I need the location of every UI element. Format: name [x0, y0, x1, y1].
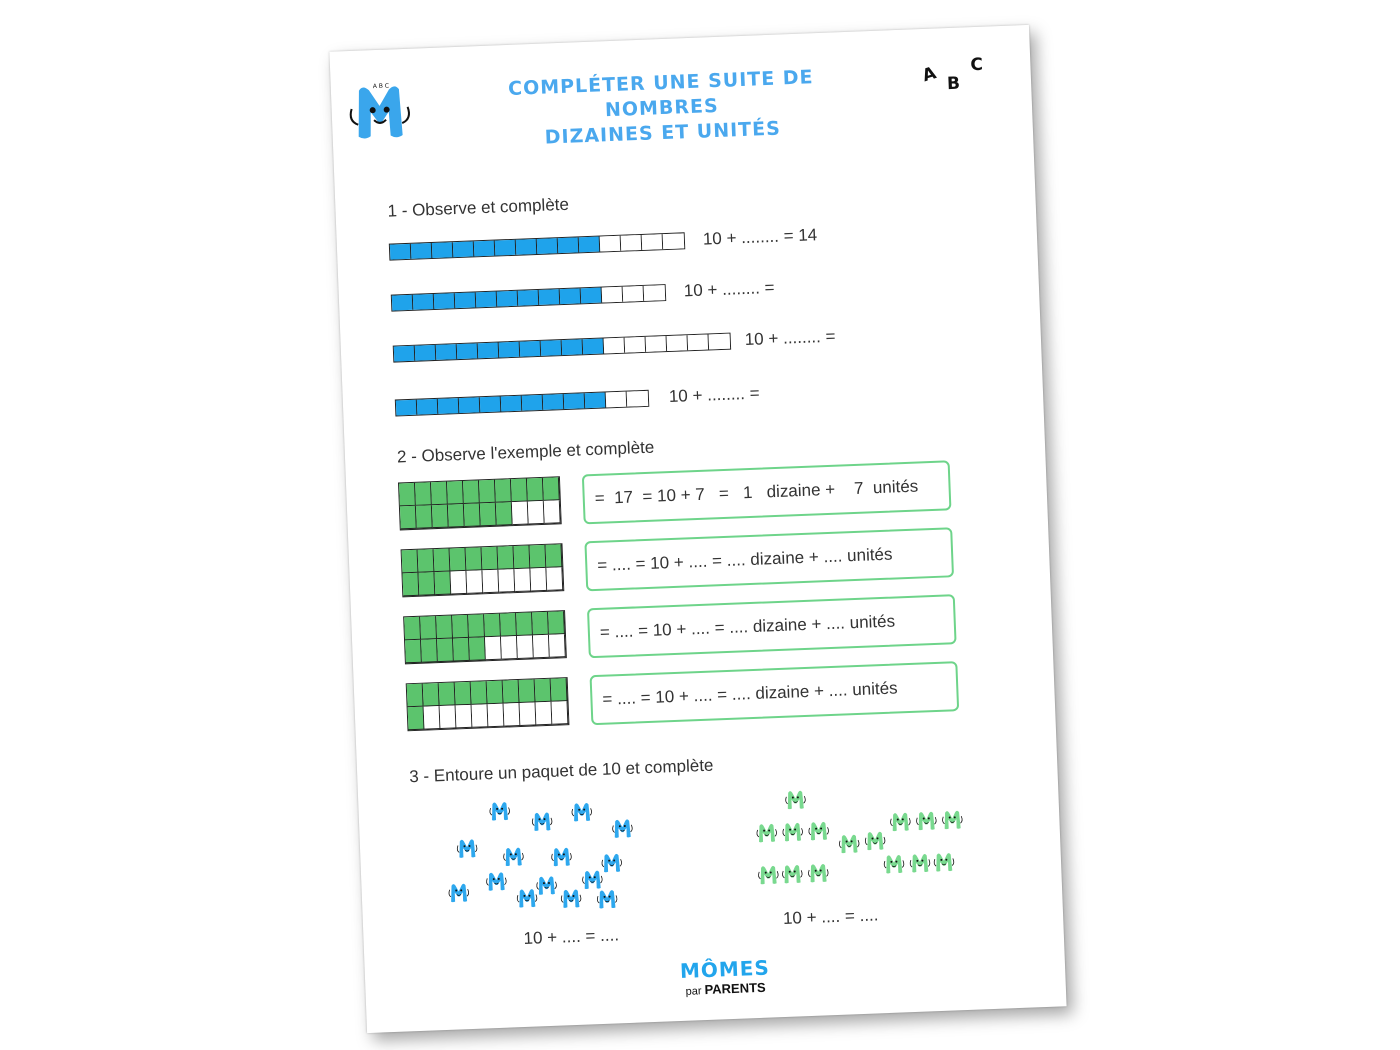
bar-cell-filled	[516, 238, 538, 254]
grid-row-1	[398, 460, 952, 531]
grid-cell-empty	[528, 501, 545, 525]
monster-icon	[570, 798, 593, 823]
grid-cell-filled	[434, 572, 451, 596]
monster-icon	[781, 818, 804, 843]
svg-text:A B C: A B C	[372, 82, 390, 91]
grid-cell-filled	[516, 612, 533, 636]
monster-icon	[531, 808, 554, 833]
bar-equation: 10 + ........ =	[744, 326, 836, 350]
answer-text: = .... = 10 + .... = .... dizaine + .... unités	[596, 544, 893, 575]
bar-cell-filled	[583, 338, 605, 354]
bar-row-2	[391, 278, 775, 313]
grid-cell-filled	[535, 679, 552, 703]
monster-icon	[838, 830, 861, 855]
bar-cell-filled	[539, 289, 561, 305]
bar-cell-empty	[600, 235, 622, 251]
grid-cell-filled	[482, 547, 499, 571]
monster-icon	[447, 879, 470, 904]
bar-cell-filled	[417, 398, 439, 414]
grid-cell-filled	[463, 480, 480, 504]
answer-box	[582, 460, 952, 524]
footer-logo	[679, 956, 770, 998]
bar-row-1	[389, 225, 818, 261]
grid-cell-filled	[543, 477, 560, 501]
monster-icon	[535, 872, 558, 897]
grid-cell-empty	[514, 568, 531, 592]
grid-cell-filled	[471, 681, 488, 705]
worksheet-page	[329, 25, 1066, 1033]
grid-row-2	[401, 527, 955, 598]
letter-c: C	[970, 54, 984, 76]
bar-cell-filled	[438, 398, 460, 414]
answer-text: = .... = 10 + .... = .... dizaine + .... unités	[599, 611, 896, 642]
grid-cell-filled	[498, 546, 515, 570]
grid-cell-filled	[402, 550, 419, 574]
bar-cell-filled	[457, 343, 479, 359]
bar-cell-filled	[413, 293, 435, 309]
bar-row-4	[395, 384, 760, 418]
bar-cell-filled	[537, 238, 559, 254]
bar-cell-filled	[522, 394, 544, 410]
grid-cell-filled	[503, 680, 520, 704]
grid-cell-empty	[504, 703, 521, 727]
bar-cell-filled	[520, 340, 542, 356]
grid-cell-empty	[546, 567, 563, 591]
grid-cell-filled	[466, 547, 483, 571]
grid-cell-filled	[407, 684, 424, 708]
grid-cell-filled	[453, 638, 470, 662]
grid-cell-empty	[456, 705, 473, 729]
monster-icon	[456, 835, 479, 860]
monster-icon	[600, 849, 623, 874]
monster-icon	[908, 849, 931, 874]
grid-cell-filled	[551, 678, 568, 702]
grid-cell-filled	[548, 611, 565, 635]
monster-logo-icon	[345, 79, 417, 144]
grid-cell-filled	[415, 482, 432, 506]
abc-letters	[922, 54, 993, 97]
tens-grid	[398, 476, 562, 530]
bar-cell-empty	[602, 286, 624, 302]
monster-icon	[807, 817, 830, 842]
grid-cell-filled	[479, 480, 496, 504]
grid-cell-empty	[501, 636, 518, 660]
grid-cell-filled	[455, 682, 472, 706]
grid-cell-empty	[424, 706, 441, 730]
grid-cell-filled	[495, 479, 512, 503]
grid-cell-filled	[468, 614, 485, 638]
grid-cell-empty	[482, 570, 499, 594]
bar-cell-filled	[480, 396, 502, 412]
bar-cell-filled	[564, 393, 586, 409]
bar-cell-empty	[709, 333, 731, 349]
bar-cell-empty	[621, 234, 643, 250]
bar-cell-filled	[459, 397, 481, 413]
grid-cell-empty	[450, 571, 467, 595]
bar-cell-filled	[558, 237, 580, 253]
grid-cell-filled	[432, 505, 449, 529]
grid-cell-empty	[440, 705, 457, 729]
worksheet-title	[451, 63, 874, 154]
grid-cell-empty	[544, 500, 561, 524]
grid-cell-empty	[533, 635, 550, 659]
title-line-1: COMPLÉTER UNE SUITE DE NOMBRES	[507, 66, 814, 122]
grid-cell-filled	[431, 482, 448, 506]
monster-icon	[807, 859, 830, 884]
bar-cell-empty	[646, 336, 668, 352]
monster-icon	[596, 885, 619, 910]
grid-cell-filled	[496, 502, 513, 526]
grid-cell-filled	[399, 483, 416, 507]
bar-cell-filled	[501, 395, 523, 411]
grid-cell-filled	[545, 544, 562, 568]
bar-equation: 10 + ........ =	[683, 277, 775, 301]
bar-cell-empty	[663, 233, 685, 249]
monster-icon	[864, 827, 887, 852]
grid-cell-filled	[423, 683, 440, 707]
grid-cell-filled	[487, 681, 504, 705]
grid-cell-empty	[520, 702, 537, 726]
bar-cell-filled	[581, 287, 603, 303]
monster-icon	[781, 860, 804, 885]
bar-cell-filled	[455, 292, 477, 308]
bar-cell-filled	[415, 344, 437, 360]
grid-cell-empty	[530, 568, 547, 592]
bar-cell-filled	[436, 344, 458, 360]
monster-icon	[889, 808, 912, 833]
grid-cell-filled	[448, 504, 465, 528]
number-bar	[393, 332, 731, 362]
grid-cell-filled	[420, 616, 437, 640]
tens-grid	[406, 677, 570, 731]
grid-row-3	[403, 594, 957, 665]
bar-cell-empty	[644, 285, 666, 301]
grid-cell-filled	[436, 616, 453, 640]
monster-icon	[516, 884, 539, 909]
bar-cell-empty	[642, 234, 664, 250]
grid-cell-filled	[416, 505, 433, 529]
number-bar	[395, 389, 649, 416]
bar-cell-filled	[579, 236, 601, 252]
grid-cell-filled	[514, 545, 531, 569]
bar-cell-filled	[543, 394, 565, 410]
footer-brand: MÔMES	[679, 955, 771, 984]
monster-icon	[550, 843, 573, 868]
grid-cell-empty	[549, 634, 566, 658]
bar-cell-empty	[688, 334, 710, 350]
bar-cell-filled	[474, 240, 496, 256]
bar-row-3	[393, 327, 836, 364]
monster-icon	[915, 807, 938, 832]
bar-cell-filled	[495, 239, 517, 255]
bar-cell-filled	[518, 289, 540, 305]
grid-cell-empty	[488, 704, 505, 728]
bar-cell-filled	[497, 290, 519, 306]
bar-cell-filled	[476, 291, 498, 307]
monster-icon	[883, 850, 906, 875]
grid-cell-empty	[512, 502, 529, 526]
answer-box	[590, 661, 960, 725]
bar-cell-filled	[541, 340, 563, 356]
grid-cell-filled	[530, 545, 547, 569]
section-3-heading: 3 - Entoure un paquet de 10 et complète	[408, 755, 714, 787]
grid-cell-filled	[437, 638, 454, 662]
monster-icon	[485, 868, 508, 893]
bar-cell-filled	[562, 339, 584, 355]
answer-text: = .... = 10 + .... = .... dizaine + .... unités	[602, 678, 898, 709]
tens-grid	[403, 610, 567, 664]
bar-cell-filled	[585, 392, 607, 408]
bar-cell-filled	[499, 341, 521, 357]
monster-cluster-right	[754, 780, 978, 898]
grid-cell-filled	[408, 707, 425, 731]
grid-cell-filled	[452, 615, 469, 639]
bar-cell-filled	[394, 345, 416, 361]
grid-cell-empty	[485, 637, 502, 661]
grid-cell-filled	[532, 612, 549, 636]
bar-cell-filled	[396, 399, 418, 415]
bar-cell-filled	[390, 243, 412, 259]
number-bar	[389, 232, 685, 260]
section-2-heading: 2 - Observe l'exemple et complète	[396, 437, 655, 467]
answer-text: = 17 = 10 + 7 = 1 dizaine + 7 unités	[594, 476, 919, 508]
grid-row-4	[406, 661, 960, 732]
grid-cell-empty	[472, 704, 489, 728]
grid-cell-filled	[418, 549, 435, 573]
bar-cell-empty	[623, 285, 645, 301]
grid-cell-filled	[480, 503, 497, 527]
grid-cell-empty	[498, 569, 515, 593]
grid-cell-filled	[421, 639, 438, 663]
grid-cell-filled	[405, 640, 422, 664]
section-1-heading: 1 - Observe et complète	[387, 194, 570, 221]
bar-equation: 10 + ........ = 14	[702, 225, 818, 249]
grid-cell-filled	[527, 478, 544, 502]
bar-cell-filled	[560, 288, 582, 304]
grid-cell-empty	[536, 702, 553, 726]
bar-cell-empty	[604, 337, 626, 353]
monster-icon	[502, 843, 525, 868]
left-count-equation: 10 + .... = ....	[523, 925, 620, 948]
title-line-2: DIZAINES ET UNITÉS	[544, 117, 782, 149]
footer-sub	[680, 980, 770, 998]
letter-b: B	[946, 73, 961, 95]
bar-cell-empty	[606, 391, 628, 407]
grid-cell-filled	[439, 682, 456, 706]
bar-cell-filled	[434, 293, 456, 309]
answer-box	[584, 527, 954, 591]
grid-cell-filled	[500, 613, 517, 637]
bar-cell-filled	[392, 294, 414, 310]
bar-cell-empty	[627, 390, 649, 406]
bar-cell-empty	[625, 336, 647, 352]
monster-icon	[932, 848, 955, 873]
bar-equation: 10 + ........ =	[668, 383, 760, 407]
grid-cell-filled	[434, 549, 451, 573]
monster-icon	[941, 806, 964, 831]
grid-cell-filled	[464, 503, 481, 527]
monster-icon	[784, 786, 807, 811]
grid-cell-empty	[552, 701, 569, 725]
grid-cell-filled	[469, 637, 486, 661]
grid-cell-filled	[484, 614, 501, 638]
grid-cell-filled	[404, 617, 421, 641]
bar-cell-filled	[478, 342, 500, 358]
grid-cell-empty	[466, 570, 483, 594]
letter-a: A	[920, 63, 939, 87]
grid-cell-filled	[447, 481, 464, 505]
grid-cell-filled	[511, 479, 528, 503]
answer-box	[587, 594, 957, 658]
footer-sub-brand: PARENTS	[704, 979, 766, 998]
monster-icon	[560, 885, 583, 910]
footer-sub-prefix: par	[685, 985, 702, 998]
grid-cell-filled	[402, 573, 419, 597]
monster-cluster-left	[454, 792, 659, 930]
right-count-equation: 10 + .... = ....	[782, 905, 879, 929]
monster-icon	[757, 861, 780, 886]
tens-grid	[401, 543, 565, 597]
monster-icon	[611, 815, 634, 840]
bar-cell-filled	[411, 243, 433, 259]
grid-cell-filled	[450, 548, 467, 572]
grid-cell-filled	[519, 679, 536, 703]
grid-cell-filled	[400, 506, 417, 530]
number-bar	[391, 284, 666, 312]
bar-cell-filled	[432, 242, 454, 258]
bar-cell-filled	[453, 241, 475, 257]
grid-cell-filled	[418, 572, 435, 596]
grid-cell-empty	[517, 635, 534, 659]
monster-icon	[488, 797, 511, 822]
monster-icon	[755, 819, 778, 844]
bar-cell-empty	[667, 335, 689, 351]
